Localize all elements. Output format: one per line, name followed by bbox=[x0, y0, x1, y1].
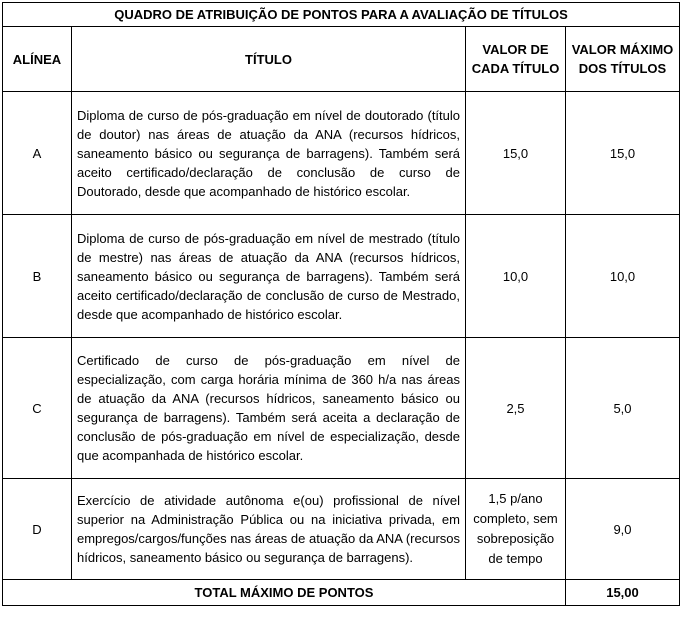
row-valor: 15,0 bbox=[466, 92, 566, 215]
total-value: 15,00 bbox=[566, 580, 680, 606]
table-row bbox=[3, 338, 680, 479]
header-valor-cada: VALOR DE CADA TÍTULO bbox=[466, 27, 566, 92]
total-label: TOTAL MÁXIMO DE PONTOS bbox=[3, 580, 566, 606]
row-maximo: 5,0 bbox=[566, 338, 680, 479]
row-maximo: 10,0 bbox=[566, 215, 680, 338]
row-titulo: Exercício de atividade autônoma e(ou) profissional de nível superior na Administração Pública ou na iniciativa privada, em empregos/cargos/funções nas áreas de atuação da ANA (recursos hídricos, saneamento básico ou segurança de barragens). bbox=[72, 479, 466, 580]
row-titulo: Diploma de curso de pós-graduação em nível de doutorado (título de doutor) nas áreas de atuação da ANA (recursos hídricos, saneamento básico ou segurança de barragens). Também será aceito certificado/declaração de conclusão de curso de Doutorado, desde que acompanhado de histórico escolar. bbox=[72, 92, 466, 215]
table-row bbox=[3, 215, 680, 338]
row-maximo: 15,0 bbox=[566, 92, 680, 215]
row-valor: 10,0 bbox=[466, 215, 566, 338]
table-row bbox=[3, 479, 680, 580]
table-caption-row bbox=[3, 3, 680, 27]
table-row bbox=[3, 92, 680, 215]
row-alinea: B bbox=[3, 215, 72, 338]
header-row bbox=[3, 27, 680, 92]
row-alinea: C bbox=[3, 338, 72, 479]
table-caption: QUADRO DE ATRIBUIÇÃO DE PONTOS PARA A AVALIAÇÃO DE TÍTULOS bbox=[3, 3, 680, 27]
row-titulo: Diploma de curso de pós-graduação em nível de mestrado (título de mestre) nas áreas de atuação da ANA (recursos hídricos, saneamento básico ou segurança de barragens). Também será aceito certificado/declaração de conclusão de curso de Mestrado, desde que acompanhado de histórico escolar. bbox=[72, 215, 466, 338]
titles-points-table bbox=[2, 2, 680, 606]
row-alinea: D bbox=[3, 479, 72, 580]
row-valor: 2,5 bbox=[466, 338, 566, 479]
header-titulo: TÍTULO bbox=[72, 27, 466, 92]
row-maximo: 9,0 bbox=[566, 479, 680, 580]
header-valor-maximo: VALOR MÁXIMO DOS TÍTULOS bbox=[566, 27, 680, 92]
header-alinea: ALÍNEA bbox=[3, 27, 72, 92]
row-valor: 1,5 p/ano completo, sem sobreposição de tempo bbox=[466, 479, 566, 580]
row-alinea: A bbox=[3, 92, 72, 215]
total-row bbox=[3, 580, 680, 606]
row-titulo: Certificado de curso de pós-graduação em nível de especialização, com carga horária mínima de 360 h/a nas áreas de atuação da ANA (recursos hídricos, saneamento básico ou segurança de barragens). Também será aceita a declaração de conclusão de pós-graduação em nível de especialização, desde que acompanhada de histórico escolar. bbox=[72, 338, 466, 479]
